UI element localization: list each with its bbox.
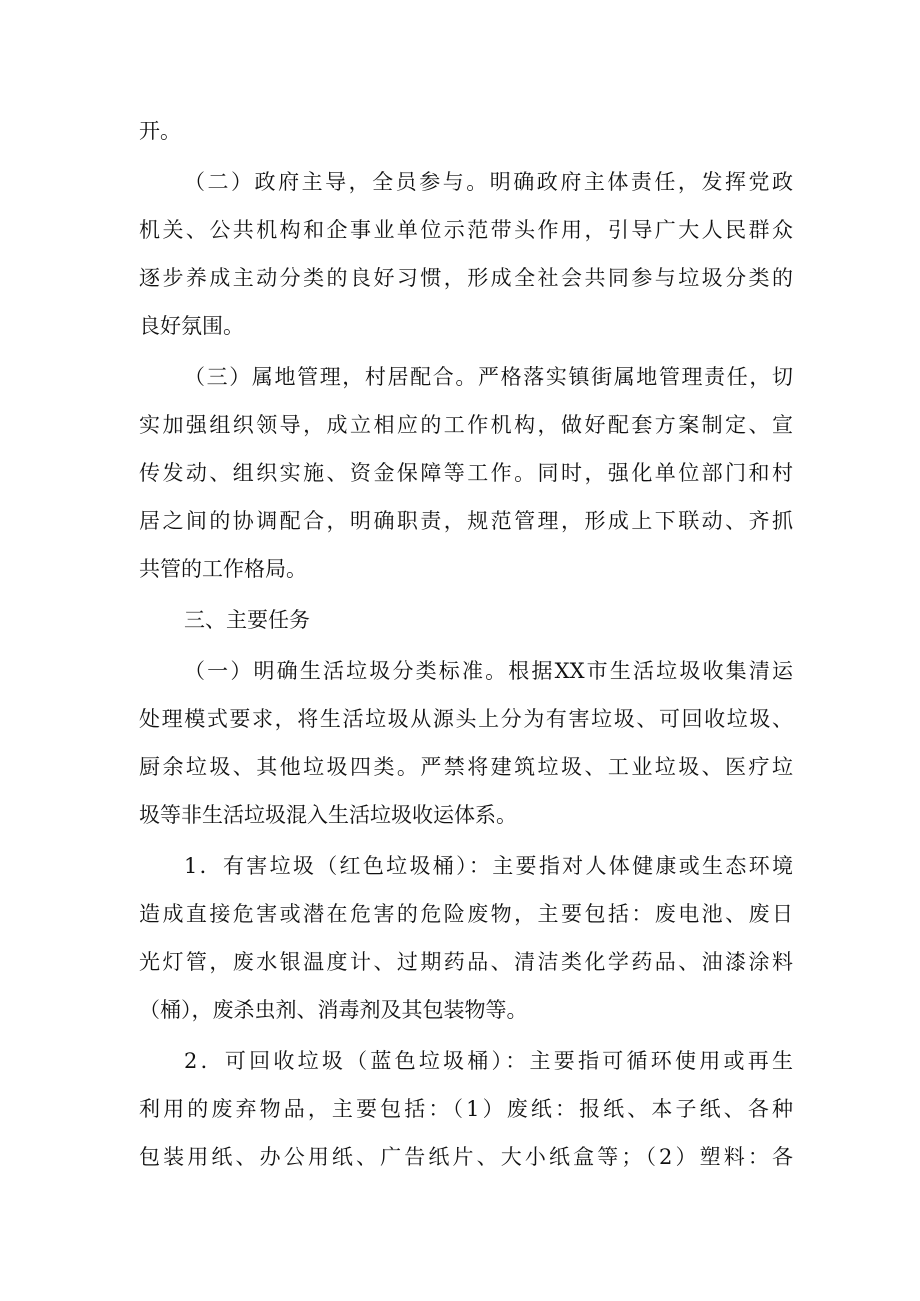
text-line: 共管的工作格局。 xyxy=(139,557,307,581)
text-line: 机关、公共机构和企事业单位示范带头作用，引导广大人民群众 xyxy=(139,218,793,242)
text-line: （二）政府主导，全员参与。明确政府主体责任，发挥党政 xyxy=(184,170,793,194)
text-line: 居之间的协调配合，明确职责，规范管理，形成上下联动、齐抓 xyxy=(139,509,793,533)
text-line: 包装用纸、办公用纸、广告纸片、大小纸盒等；（2）塑料：各 xyxy=(139,1145,793,1169)
text-line: 光灯管，废水银温度计、过期药品、清洁类化学药品、油漆涂料 xyxy=(139,950,793,974)
text-line: （一）明确生活垃圾分类标准。根据XX市生活垃圾收集清运 xyxy=(184,659,793,683)
text-line: 圾等非生活垃圾混入生活垃圾收运体系。 xyxy=(139,803,517,827)
document-body xyxy=(139,107,793,1181)
text-line: 利用的废弃物品，主要包括：（1）废纸：报纸、本子纸、各种 xyxy=(139,1097,793,1121)
text-line: （桶），废杀虫剂、消毒剂及其包装物等。 xyxy=(139,998,528,1022)
text-line: （三）属地管理，村居配合。严格落实镇街属地管理责任，切 xyxy=(184,365,793,389)
text-line: 2．可回收垃圾（蓝色垃圾桶）：主要指可循环使用或再生 xyxy=(184,1049,793,1073)
section-heading: 三、主要任务 xyxy=(184,608,310,632)
text-line: 逐步养成主动分类的良好习惯，形成全社会共同参与垃圾分类的 xyxy=(139,266,793,290)
text-line: 厨余垃圾、其他垃圾四类。严禁将建筑垃圾、工业垃圾、医疗垃 xyxy=(139,755,793,779)
text-line: 开。 xyxy=(139,119,181,143)
text-line: 处理模式要求，将生活垃圾从源头上分为有害垃圾、可回收垃圾、 xyxy=(139,707,793,731)
text-line: 传发动、组织实施、资金保障等工作。同时，强化单位部门和村 xyxy=(139,461,793,485)
text-line: 造成直接危害或潜在危害的危险废物，主要包括：废电池、废日 xyxy=(139,902,793,926)
text-line: 良好氛围。 xyxy=(139,314,244,338)
text-line: 实加强组织领导，成立相应的工作机构，做好配套方案制定、宣 xyxy=(139,413,793,437)
text-line: 1．有害垃圾（红色垃圾桶）：主要指对人体健康或生态环境 xyxy=(184,854,793,878)
